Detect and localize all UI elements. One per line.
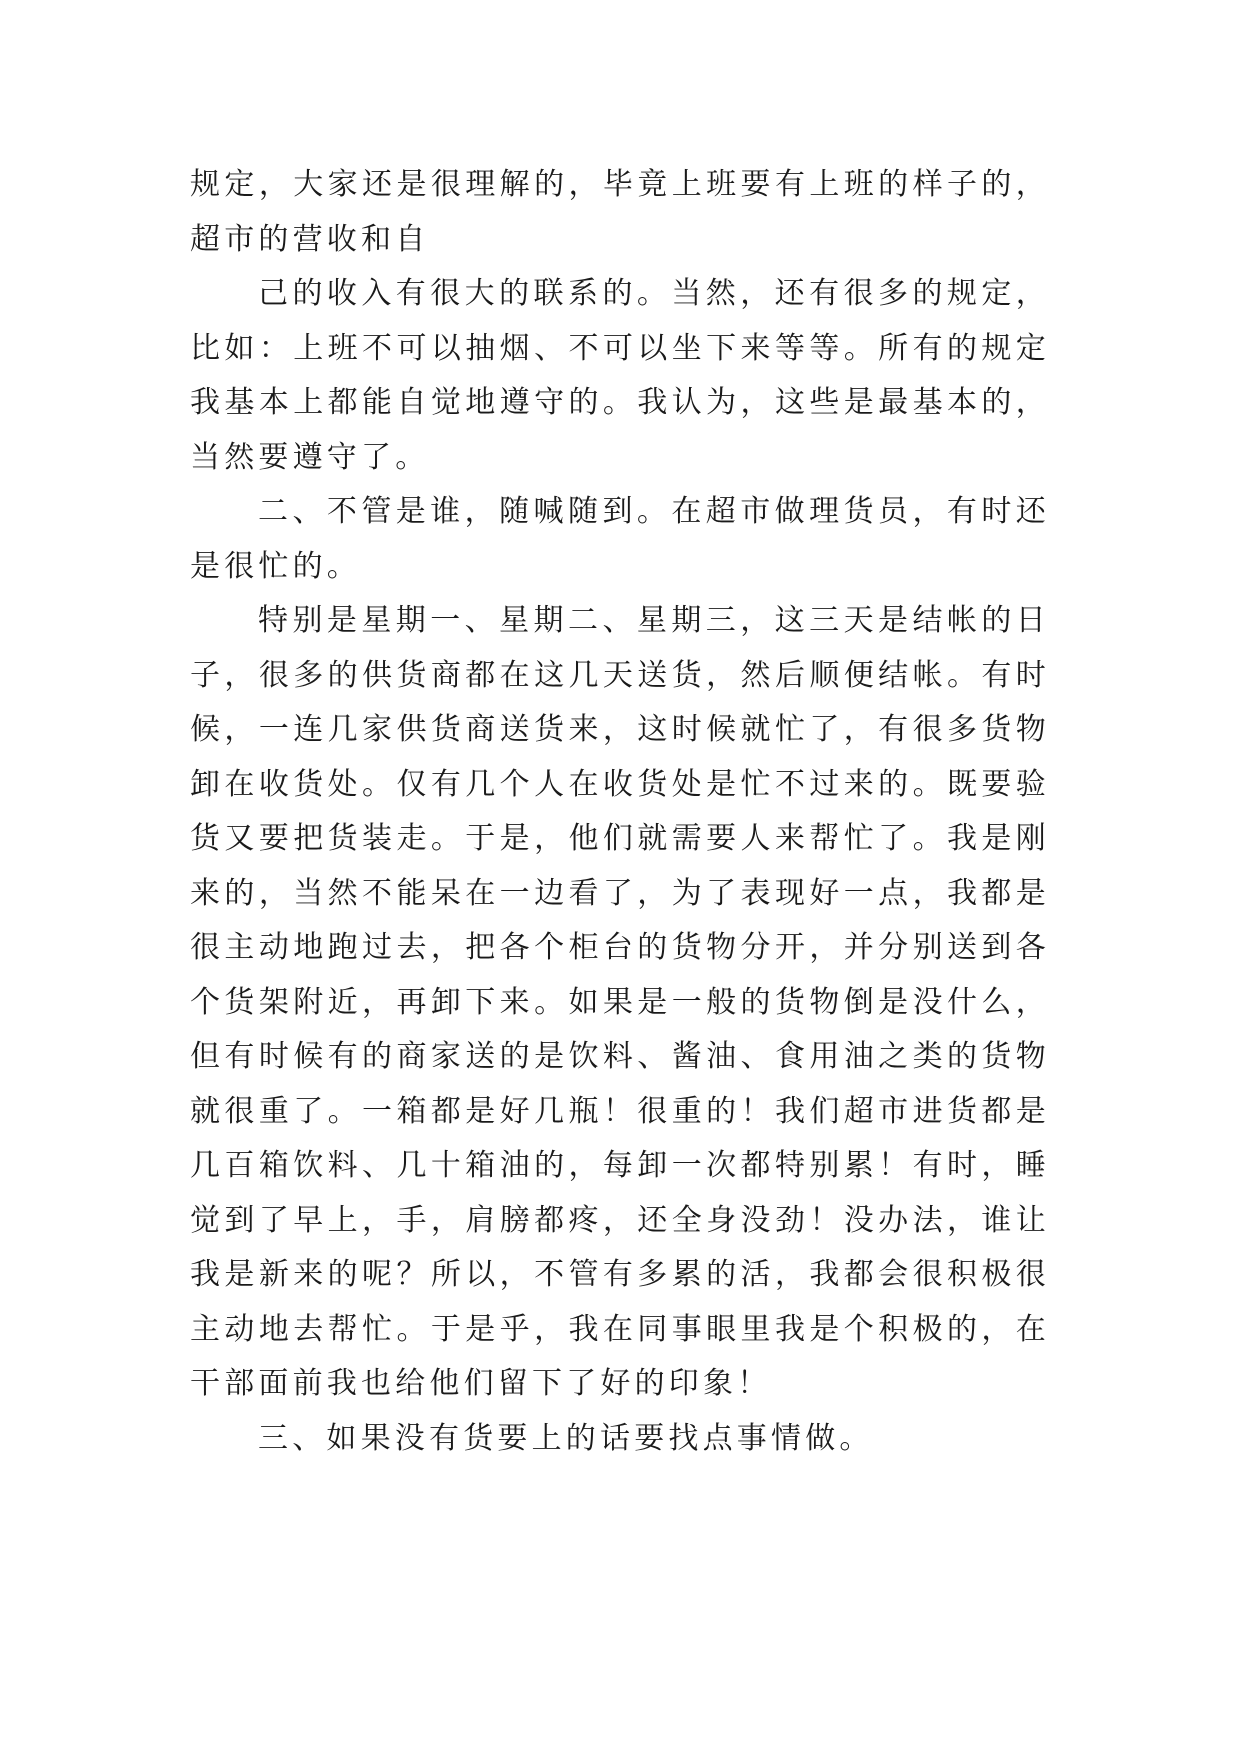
paragraph-4: 特别是星期一、星期二、星期三，这三天是结帐的日子，很多的供货商都在这几天送货，然后顺便结帐。有时候，一连几家供货商送货来，这时候就忙了，有很多货物卸在收货处。仅有几个人在收货处是忙不过来的。既要验货又要把货装走。于是，他们就需要人来帮忙了。我是刚来的，当然不能呆在一边看了，为了表现好一点，我都是很主动地跑过去，把各个柜台的货物分开，并分别送到各个货架附近，再卸下来。如果是一般的货物倒是没什么，但有时候有的商家送的是饮料、酱油、食用油之类的货物就很重了。一箱都是好几瓶！很重的！我们超市进货都是几百箱饮料、几十箱油的，每卸一次都特别累！有时，睡觉到了早上，手，肩膀都疼，还全身没劲！没办法，谁让我是新来的呢？所以，不管有多累的活，我都会很积极很主动地去帮忙。于是乎，我在同事眼里我是个积极的，在干部面前我也给他们留下了好的印象！ (190, 603, 1050, 1401)
paragraph-5: 三、如果没有货要上的话要找点事情做。 (258, 1420, 874, 1456)
document-body (190, 158, 1050, 1466)
paragraph-1: 规定，大家还是很理解的，毕竟上班要有上班的样子的，超市的营收和自 (190, 167, 1050, 257)
paragraph-3: 二、不管是谁，随喊随到。在超市做理货员，有时还是很忙的。 (190, 494, 1050, 584)
paragraph-2: 己的收入有很大的联系的。当然，还有很多的规定，比如：上班不可以抽烟、不可以坐下来等等。所有的规定我基本上都能自觉地遵守的。我认为，这些是最基本的，当然要遵守了。 (190, 276, 1050, 475)
